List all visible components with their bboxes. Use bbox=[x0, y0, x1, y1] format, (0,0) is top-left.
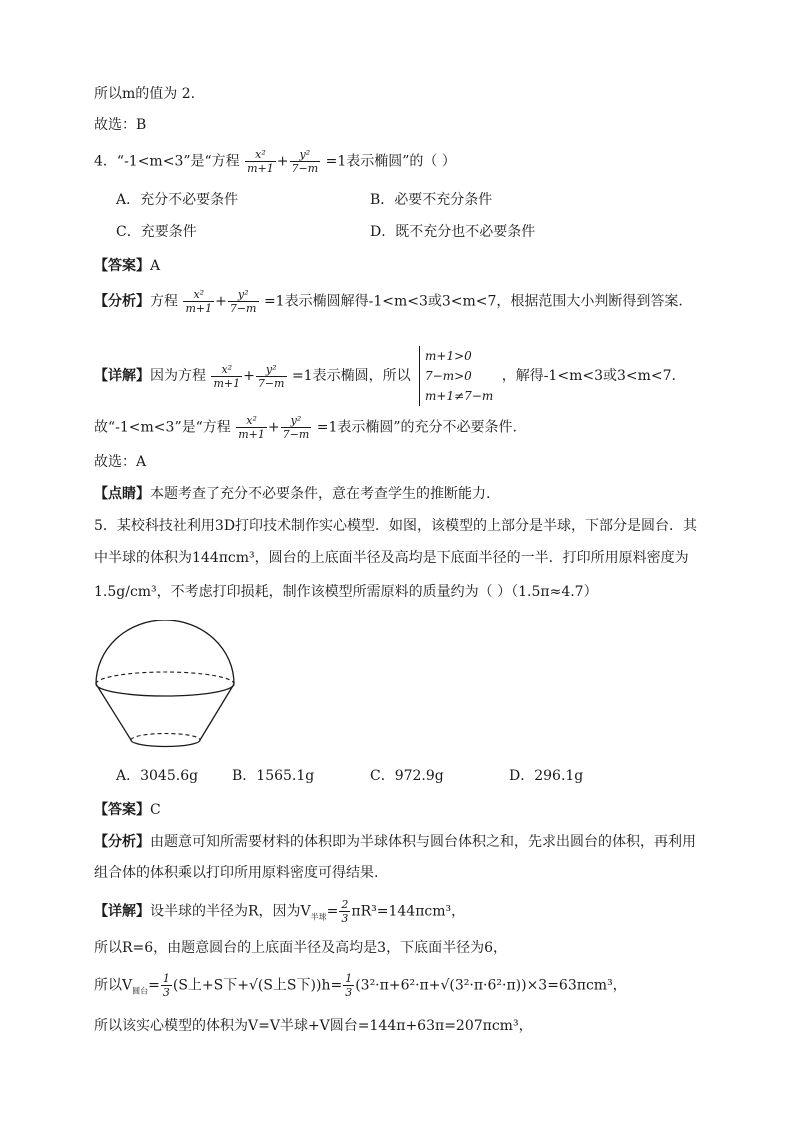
detail-text-a: 设半球的半径为R，因为V bbox=[150, 903, 311, 920]
analysis-text-b: =1表示椭圆解得-1<m<3或3<m<7，根据范围大小判断得到答案. bbox=[263, 293, 683, 310]
detail-3c: (3²·π+6²·π+√(3²·π·6²·π))×3=63πcm³， bbox=[355, 977, 627, 994]
detail-tag: 【详解】 bbox=[94, 903, 150, 920]
q5-option-d: D．296.1g bbox=[509, 768, 584, 784]
detail-3a: 所以V bbox=[94, 977, 133, 994]
q5-detail-line1 bbox=[94, 898, 465, 927]
q5-analysis-line1 bbox=[94, 832, 696, 852]
fraction-y2: $\frac{\text{y²}}{7-m}$ bbox=[282, 414, 310, 441]
fraction-two-thirds: $\frac{2}{3}$ bbox=[341, 898, 349, 925]
fraction-y2: $\frac{\text{y²}}{7-m}$ bbox=[291, 148, 319, 175]
q4-option-a: A．充分不必要条件 bbox=[116, 192, 239, 208]
q4-stem: 4．“-1<m<3”是“方程 $\frac{\text{x²}}{m+1}$ + $\frac{\text{y²}}{7-m}$ =1表示椭圆”的（ ） bbox=[94, 148, 456, 175]
q4-point bbox=[94, 484, 490, 504]
q5-detail-line2: 所以R=6，由题意圆台的上底面半径及高均是3，下底面半径为6， bbox=[94, 940, 507, 956]
q4-option-d: D．既不充分也不必要条件 bbox=[370, 224, 536, 240]
conclusion-b: =1表示椭圆”的充分不必要条件. bbox=[316, 419, 517, 436]
q5-option-c: C．972.9g bbox=[370, 768, 444, 784]
line-choose-b: 故选：B bbox=[94, 117, 147, 133]
detail-tag: 【详解】 bbox=[94, 368, 150, 384]
q5-stem-line1: 5．某校科技社利用3D打印技术制作实心模型．如图，该模型的上部分是半球，下部分是圆台．其 bbox=[94, 518, 698, 534]
q4-option-c: C．充要条件 bbox=[116, 224, 197, 240]
subscript-hemisphere: 半球 bbox=[310, 912, 327, 922]
fraction-x2: $\frac{\text{x²}}{m+1}$ bbox=[247, 148, 274, 175]
detail-text-c: ，解得-1<m<3或3<m<7. bbox=[501, 368, 676, 384]
analysis-text-a: 方程 bbox=[150, 293, 178, 310]
answer-tag: 【答案】 bbox=[94, 802, 150, 818]
detail-text-a: 因为方程 bbox=[150, 368, 206, 384]
detail-equals: = bbox=[326, 903, 339, 920]
hemisphere-arc bbox=[96, 620, 234, 684]
q5-option-a: A．3045.6g bbox=[116, 768, 199, 784]
system-row-3: m+1≠7−m bbox=[425, 389, 494, 403]
point-tag: 【点睛】 bbox=[94, 486, 150, 502]
fraction-x2: $\frac{\text{x²}}{m+1}$ bbox=[185, 288, 213, 315]
q5-analysis-line2: 组合体的体积乘以打印所用原料密度可得结果. bbox=[94, 865, 379, 881]
q4-option-b: B．必要不充分条件 bbox=[370, 192, 493, 208]
analysis-tag: 【分析】 bbox=[94, 834, 150, 850]
fraction-x2: $\frac{\text{x²}}{m+1}$ bbox=[213, 362, 241, 390]
q4-analysis: 【分析】方程 $\frac{\text{x²}}{m+1}$ + $\frac{\text{y²}}{7-m}$ =1表示椭圆解得-1<m<3或3<m<7，根据范围大小判断得到答案. bbox=[94, 288, 683, 315]
fraction-x2: $\frac{\text{x²}}{m+1}$ bbox=[238, 414, 265, 441]
bottom-ellipse-front bbox=[131, 740, 200, 746]
line-m-value: 所以m的值为 2. bbox=[94, 86, 196, 102]
point-text: 本题考查了充分不必要条件，意在考查学生的推断能力. bbox=[150, 486, 491, 502]
fraction-y2: $\frac{\text{y²}}{7-m}$ bbox=[257, 362, 285, 390]
fraction-y2: $\frac{\text{y²}}{7-m}$ bbox=[229, 288, 257, 315]
q5-detail-line4: 所以该实心模型的体积为V=V半球+V圆台=144π+63π=207πcm³， bbox=[94, 1018, 533, 1034]
system-row-2: 7−m>0 bbox=[425, 369, 472, 383]
detail-3b: (S上+S下+√(S上S下))h= bbox=[172, 977, 343, 994]
middle-ellipse-front bbox=[96, 684, 234, 696]
answer-value: A bbox=[150, 258, 161, 274]
q4-stem-prefix: 4．“-1<m<3”是“方程 bbox=[94, 153, 240, 170]
detail-text-b: =1表示椭圆，所以 bbox=[291, 368, 411, 384]
q4-stem-suffix: =1表示椭圆”的（ ） bbox=[325, 153, 456, 170]
q4-answer bbox=[94, 256, 160, 276]
fraction-one-third: $\frac{1}{3}$ bbox=[162, 972, 170, 999]
answer-value: C bbox=[150, 802, 161, 818]
answer-tag: 【答案】 bbox=[94, 258, 150, 274]
q4-conclusion: 故“-1<m<3”是“方程 $\frac{\text{x²}}{m+1}$ + $\frac{\text{y²}}{7-m}$ =1表示椭圆”的充分不必要条件. bbox=[94, 414, 517, 441]
middle-ellipse-back bbox=[96, 672, 234, 684]
conclusion-a: 故“-1<m<3”是“方程 bbox=[94, 419, 231, 436]
system-row-1: m+1>0 bbox=[425, 349, 472, 363]
bottom-ellipse-back bbox=[131, 734, 200, 740]
subscript-frustum: 圆台 bbox=[132, 986, 149, 996]
q5-stem-line2: 中半球的体积为144πcm³，圆台的上底面半径及高均是下底面半径的一半．打印所用原料密度为 bbox=[94, 550, 689, 566]
detail-text-c: πR³=144πcm³， bbox=[351, 903, 466, 920]
q5-stem-line3: 1.5g/cm³，不考虑打印损耗，制作该模型所需原料的质量约为（ ）（1.5π≈4.7） bbox=[94, 584, 598, 600]
inequality-system bbox=[419, 346, 493, 406]
hemisphere-frustum-figure bbox=[90, 620, 240, 755]
q5-answer bbox=[94, 800, 161, 820]
analysis-text: 由题意可知所需要材料的体积即为半球体积与圆台体积之和，先求出圆台的体积，再利用 bbox=[150, 834, 696, 850]
q5-detail-line3: 所以$V_{圆台}=$ $\frac{1}{3}$ (S上+S下+√(S上S下))h= $\frac{1}{3}$ (3²·π+6²·π+√(3²·π·6²·π))×3=63πcm³， bbox=[94, 972, 627, 999]
fraction-one-third: $\frac{1}{3}$ bbox=[345, 972, 353, 999]
q5-option-b: B．1565.1g bbox=[232, 768, 315, 784]
q4-choose-a: 故选：A bbox=[94, 454, 147, 470]
analysis-tag: 【分析】 bbox=[94, 293, 150, 310]
q4-detail: 【详解】因为方程 $\frac{\text{x²}}{m+1}$ + $\frac{\text{y²}}{7-m}$ =1表示椭圆，所以 m+1>0 7−m>0 m+1≠7−m ，解得-1<m<3或3<m<7. bbox=[94, 346, 676, 406]
